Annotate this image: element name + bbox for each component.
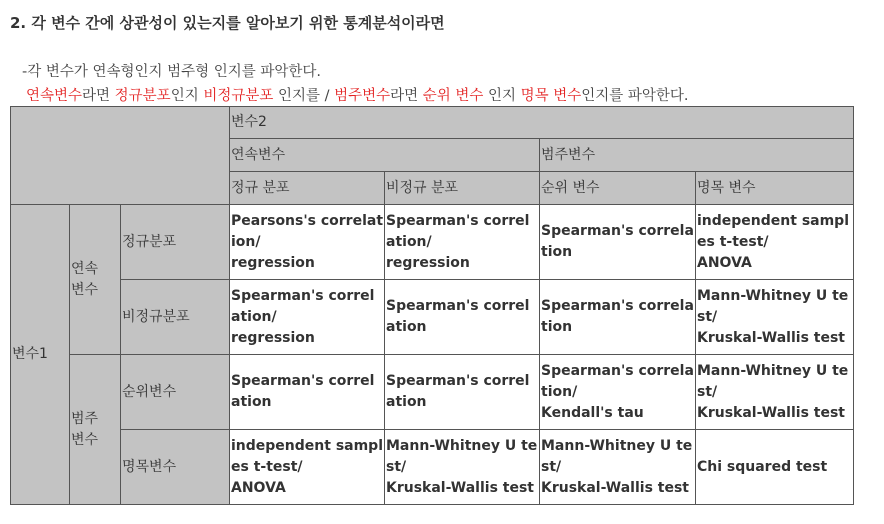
cell-nominal-ordinal <box>540 430 696 505</box>
term-categorical: 범주변수 <box>334 88 391 104</box>
term-continuous: 연속변수 <box>26 88 83 104</box>
col-header-ordinal: 순위 변수 <box>540 172 696 205</box>
text-fragment: 라면 <box>82 88 115 104</box>
col-header-nominal: 명목 변수 <box>696 172 854 205</box>
continuous-header: 연속변수 <box>230 139 540 172</box>
cell-text: Spearman's correlation <box>231 373 375 410</box>
cell-ordinal-nonnormal <box>385 355 540 430</box>
cell-normal-ordinal <box>540 205 696 280</box>
cell-nominal-normal <box>230 430 385 505</box>
row-group-label: 변수 <box>71 431 99 448</box>
text-fragment: 인지를 / <box>273 88 335 104</box>
cell-text: Spearman's correlation/ Kendall's tau <box>541 362 694 421</box>
cell-text: Chi squared test <box>697 458 828 475</box>
intro-line: -각 변수가 연속형인지 범주형 인지를 파악한다. <box>22 64 322 80</box>
term-nominal: 명목 변수 <box>520 88 582 104</box>
cell-normal-normal <box>230 205 385 280</box>
cell-ordinal-ordinal <box>540 355 696 430</box>
term-normal: 정규분포 <box>114 88 171 104</box>
row-header-normal: 정규분포 <box>121 205 230 280</box>
text-fragment: 인지 <box>170 88 204 104</box>
cell-text: Mann-Whitney U test/ Kruskal-Wallis test <box>386 437 538 496</box>
corner-cell <box>11 107 230 205</box>
text-fragment: 인지를 파악한다. <box>581 88 689 104</box>
row-header-nominal: 명목변수 <box>121 430 230 505</box>
row-group-categorical <box>70 355 121 505</box>
cell-text: Pearsons's correlation/ regression <box>231 212 384 271</box>
row-header-ordinal: 순위변수 <box>121 355 230 430</box>
term-nonnormal: 비정규분포 <box>203 88 274 104</box>
row-group-label: 범주 <box>71 410 99 427</box>
cell-nonnormal-nonnormal <box>385 280 540 355</box>
var2-header: 변수2 <box>230 107 854 139</box>
cell-nonnormal-nominal <box>696 280 854 355</box>
cell-nominal-nominal <box>696 430 854 505</box>
cell-ordinal-normal <box>230 355 385 430</box>
criteria-line <box>26 84 689 105</box>
cell-normal-nominal <box>696 205 854 280</box>
row-group-label: 변수 <box>71 281 99 298</box>
cell-text: Spearman's correlation <box>386 298 530 335</box>
cell-nonnormal-normal <box>230 280 385 355</box>
text-fragment: 인지 <box>483 88 521 104</box>
cell-text: Spearman's correlation/ regression <box>386 212 530 271</box>
cell-text: Mann-Whitney U test/ Kruskal-Wallis test <box>697 362 849 421</box>
row-header-nonnormal: 비정규분포 <box>121 280 230 355</box>
cell-text: independent samples t-test/ ANOVA <box>697 212 850 271</box>
row-group-label: 연속 <box>71 260 99 277</box>
cell-text: independent samples t-test/ ANOVA <box>231 437 384 496</box>
cell-text: Mann-Whitney U test/ Kruskal-Wallis test <box>697 287 849 346</box>
categorical-header: 범주변수 <box>540 139 854 172</box>
cell-text: Spearman's correlation <box>541 223 694 260</box>
cell-ordinal-nominal <box>696 355 854 430</box>
col-header-nonnormal: 비정규 분포 <box>385 172 540 205</box>
text-fragment: 라면 <box>390 88 423 104</box>
cell-text: Spearman's correlation <box>541 298 694 335</box>
cell-text: Mann-Whitney U test/ Kruskal-Wallis test <box>541 437 693 496</box>
term-ordinal: 순위 변수 <box>422 88 484 104</box>
cell-nonnormal-ordinal <box>540 280 696 355</box>
cell-nominal-nonnormal <box>385 430 540 505</box>
cell-normal-nonnormal <box>385 205 540 280</box>
row-group-continuous <box>70 205 121 355</box>
var1-header: 변수1 <box>11 205 70 505</box>
statistics-table <box>10 106 854 505</box>
col-header-normal: 정규 분포 <box>230 172 385 205</box>
cell-text: Spearman's correlation/ regression <box>231 287 375 346</box>
cell-text: Spearman's correlation <box>386 373 530 410</box>
section-heading: 2. 각 변수 간에 상관성이 있는지를 알아보기 위한 통계분석이라면 <box>10 14 445 32</box>
